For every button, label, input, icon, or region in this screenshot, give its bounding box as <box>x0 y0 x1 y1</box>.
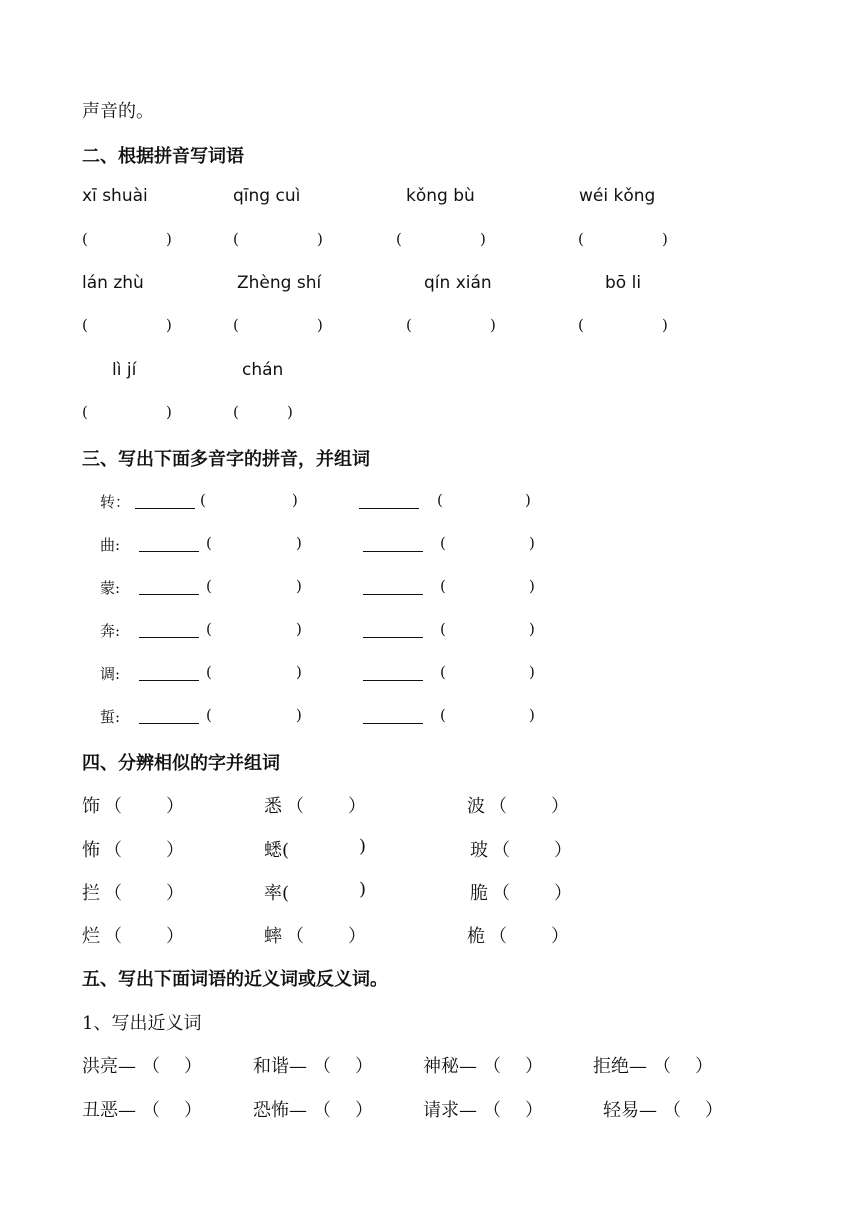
similar-char: 悉 <box>264 796 282 817</box>
pinyin-blank[interactable] <box>139 623 199 638</box>
answer-blank-open: ( <box>578 230 584 248</box>
similar-char: 率( <box>264 883 290 904</box>
paren-close: ） <box>184 1100 202 1121</box>
similar-char: 怖 <box>82 840 100 861</box>
similar-char: 桅 <box>467 926 485 947</box>
paren-open: （ <box>663 1100 681 1121</box>
paren-open: （ <box>142 1056 160 1077</box>
paren-close: ) <box>296 663 302 681</box>
answer-blank-open: ( <box>233 230 239 248</box>
pinyin-blank[interactable] <box>363 666 423 681</box>
pinyin-boli: bō li <box>605 273 642 293</box>
paren-close: ） <box>166 926 184 947</box>
similar-char: 饰 <box>82 796 100 817</box>
section-2-title: 二、根据拼音写词语 <box>82 146 244 167</box>
pinyin-blank[interactable] <box>139 537 199 552</box>
paren-open: ( <box>440 577 446 595</box>
pinyin-blank[interactable] <box>139 580 199 595</box>
pinyin-liji: lì jí <box>112 360 137 380</box>
paren-open: （ <box>489 926 507 947</box>
pinyin-chan: chán <box>242 360 284 380</box>
paren-open: （ <box>492 840 510 861</box>
answer-blank-open: ( <box>82 403 88 421</box>
pinyin-lanzhu: lán zhù <box>82 273 144 293</box>
paren-close: ) <box>529 663 535 681</box>
section-4-title: 四、分辨相似的字并组词 <box>82 753 280 774</box>
paren-open: ( <box>440 663 446 681</box>
paren-close: ) <box>529 534 535 552</box>
pinyin-blank[interactable] <box>135 494 195 509</box>
section-3-title: 三、写出下面多音字的拼音，并组词 <box>82 449 370 470</box>
pinyin-blank[interactable] <box>363 580 423 595</box>
paren-open: ( <box>206 706 212 724</box>
answer-blank-open: ( <box>233 403 239 421</box>
paren-open: ( <box>440 534 446 552</box>
top-line-text: 声音的。 <box>82 101 154 122</box>
similar-char: 脆 <box>470 883 488 904</box>
pinyin-kongbu: kǒng bù <box>406 186 475 206</box>
paren-open: （ <box>104 926 122 947</box>
paren-open: ( <box>437 491 443 509</box>
paren-close: ） <box>525 1100 543 1121</box>
paren-close: ） <box>348 926 366 947</box>
word-item: 恐怖— <box>253 1100 307 1121</box>
polyphone-char: 蜇: <box>100 708 121 726</box>
polyphone-char: 蒙: <box>100 579 121 597</box>
paren-close: ） <box>525 1056 543 1077</box>
pinyin-zhengshi: Zhèng shí <box>237 273 322 293</box>
paren-open: ( <box>206 620 212 638</box>
polyphone-char: 调: <box>100 665 121 683</box>
similar-char: 拦 <box>82 883 100 904</box>
paren-open: ( <box>200 491 206 509</box>
similar-char: 烂 <box>82 926 100 947</box>
paren-open: （ <box>653 1056 671 1077</box>
pinyin-qingcui: qīng cuì <box>233 186 301 206</box>
paren-open: （ <box>313 1100 331 1121</box>
paren-open: ( <box>206 534 212 552</box>
answer-blank-open: ( <box>82 230 88 248</box>
answer-blank-close: ) <box>166 316 172 334</box>
pinyin-xishuai: xī shuài <box>82 186 148 206</box>
paren-close: ) <box>296 620 302 638</box>
paren-open: （ <box>483 1056 501 1077</box>
paren-open: （ <box>489 796 507 817</box>
paren-close: ） <box>551 926 569 947</box>
paren-open: （ <box>483 1100 501 1121</box>
answer-blank-close: ) <box>317 316 323 334</box>
paren-close: ） <box>695 1056 713 1077</box>
answer-blank-close: ) <box>480 230 486 248</box>
answer-blank-open: ( <box>406 316 412 334</box>
word-item: 丑恶— <box>82 1100 136 1121</box>
paren-close: ） <box>166 840 184 861</box>
answer-blank-close: ) <box>662 316 668 334</box>
answer-blank-close: ) <box>490 316 496 334</box>
paren-open: （ <box>492 883 510 904</box>
paren-open: ( <box>440 620 446 638</box>
word-item: 和谐— <box>253 1056 307 1077</box>
paren-close: ） <box>166 883 184 904</box>
paren-open: （ <box>104 796 122 817</box>
similar-char: 蟀 <box>264 926 282 947</box>
paren-close: ） <box>551 796 569 817</box>
answer-blank-close: ) <box>287 403 293 421</box>
pinyin-blank[interactable] <box>139 709 199 724</box>
paren-close: ） <box>355 1100 373 1121</box>
similar-char: 波 <box>467 796 485 817</box>
pinyin-weikong: wéi kǒng <box>579 186 656 206</box>
pinyin-blank[interactable] <box>363 537 423 552</box>
pinyin-blank[interactable] <box>363 709 423 724</box>
paren-open: （ <box>286 796 304 817</box>
paren-close: ) <box>292 491 298 509</box>
pinyin-blank[interactable] <box>139 666 199 681</box>
paren-close: ） <box>554 883 572 904</box>
paren-close: ) <box>529 620 535 638</box>
similar-char: 蟋( <box>264 840 290 861</box>
word-item: 轻易— <box>603 1100 657 1121</box>
answer-blank-close: ) <box>317 230 323 248</box>
paren-open: （ <box>142 1100 160 1121</box>
paren-close: ） <box>355 1056 373 1077</box>
pinyin-qinxian: qín xián <box>424 273 492 293</box>
answer-blank-open: ( <box>233 316 239 334</box>
paren-open: （ <box>104 840 122 861</box>
paren-close: ） <box>554 840 572 861</box>
pinyin-blank[interactable] <box>359 494 419 509</box>
paren-close: ) <box>296 577 302 595</box>
paren-close: ) <box>296 706 302 724</box>
section-5-title: 五、写出下面词语的近义词或反义词。 <box>82 969 388 990</box>
answer-blank-close: ) <box>166 230 172 248</box>
paren-close: ） <box>705 1100 723 1121</box>
paren-close: ) <box>529 577 535 595</box>
subsection-synonyms: 1、写出近义词 <box>82 1013 202 1034</box>
paren-close: ) <box>529 706 535 724</box>
answer-blank-open: ( <box>82 316 88 334</box>
paren-open: （ <box>104 883 122 904</box>
word-item: 请求— <box>423 1100 477 1121</box>
answer-blank-open: ( <box>578 316 584 334</box>
paren-close: ) <box>296 534 302 552</box>
word-item: 神秘— <box>423 1056 477 1077</box>
pinyin-blank[interactable] <box>363 623 423 638</box>
paren-close: ） <box>166 796 184 817</box>
answer-blank-open: ( <box>396 230 402 248</box>
paren-close: ） <box>184 1056 202 1077</box>
polyphone-char: 曲: <box>100 536 121 554</box>
paren-close: ) <box>525 491 531 509</box>
paren-open: ( <box>206 663 212 681</box>
polyphone-char: 转： <box>100 493 131 511</box>
paren-close: ） <box>348 796 366 817</box>
paren-close: ) <box>359 879 367 900</box>
polyphone-char: 奔: <box>100 622 121 640</box>
answer-blank-close: ) <box>166 403 172 421</box>
similar-char: 玻 <box>470 840 488 861</box>
word-item: 洪亮— <box>82 1056 136 1077</box>
word-item: 拒绝— <box>593 1056 647 1077</box>
paren-open: ( <box>440 706 446 724</box>
answer-blank-close: ) <box>662 230 668 248</box>
paren-close: ) <box>359 836 367 857</box>
paren-open: （ <box>286 926 304 947</box>
paren-open: ( <box>206 577 212 595</box>
paren-open: （ <box>313 1056 331 1077</box>
